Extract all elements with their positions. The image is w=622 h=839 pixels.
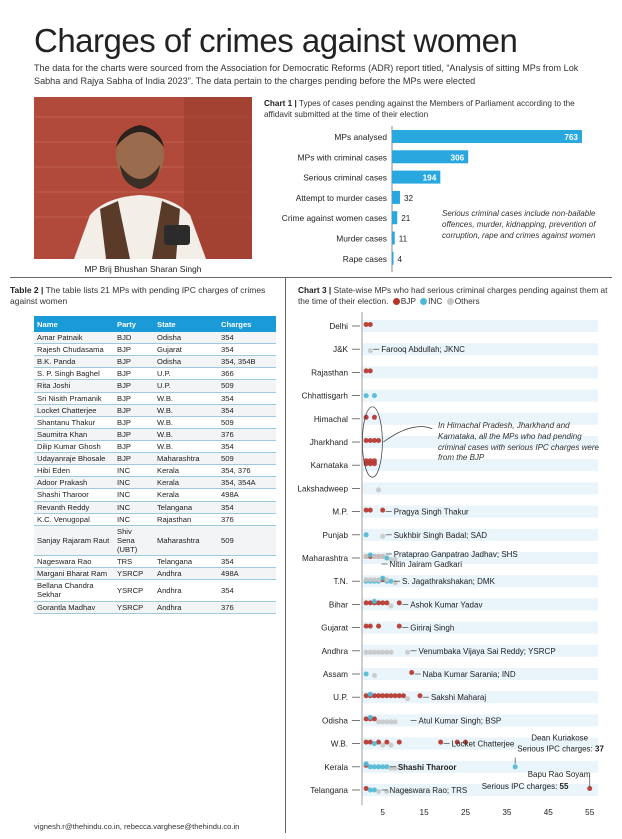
chart3-dot-inc	[364, 672, 369, 677]
cell-state: Telangana	[154, 556, 218, 568]
chart3-tag: Chart 3 |	[298, 285, 332, 295]
chart3-dot-others	[376, 487, 381, 492]
legend-inc-label: INC	[428, 296, 443, 307]
cell-state: Kerala	[154, 489, 218, 501]
cell-party: Shiv Sena (UBT)	[114, 525, 154, 555]
chart3-dot-bjp	[368, 322, 373, 327]
col-header-party: Party	[114, 316, 154, 332]
cell-party: TRS	[114, 556, 154, 568]
table-row	[34, 392, 276, 404]
cell-name: Bellana Chandra Sekhar	[34, 580, 114, 601]
chart3-dot-inc	[372, 741, 377, 746]
chart3-x-tick-label: 55	[585, 808, 595, 818]
cell-party: INC	[114, 513, 154, 525]
cell-name: S. P. Singh Baghel	[34, 368, 114, 380]
page-subtitle: The data for the charts were sourced from the Association for Democratic Reforms (ADR) report titled, “Analysis of sitting MPs from Lok Sabha and Rajya Sabha of India 2023”. The data pertain to the charges pending before the MPs were elected	[34, 63, 579, 86]
photo-caption: MP Brij Bhushan Sharan Singh	[84, 264, 202, 274]
table-row	[34, 465, 276, 477]
cell-name: Rajesh Chudasama	[34, 344, 114, 356]
chart1-category-label: Crime against women cases	[281, 213, 387, 224]
chart3-annotation-label: Giriraj Singh	[410, 623, 455, 633]
table-row	[34, 556, 276, 568]
cell-party: BJP	[114, 428, 154, 440]
table2-heading	[10, 285, 280, 308]
chart3-dot-bjp	[372, 415, 377, 420]
chart3-state-label: W.B.	[330, 739, 348, 749]
cell-charges: 354	[218, 580, 276, 601]
chart3-dot-others	[388, 603, 393, 608]
chart3-state-label: Punjab	[322, 530, 348, 540]
table-row	[34, 477, 276, 489]
chart3-annotation-label: Ashok Kumar Yadav	[410, 600, 483, 610]
table2-heading-text: The table lists 21 MPs with pending IPC charges of crimes against women	[10, 285, 266, 307]
cell-name: Locket Chatterjee	[34, 404, 114, 416]
chart3-dot-others	[376, 789, 381, 794]
chart3-state-label: Bihar	[328, 600, 348, 610]
chart1-value-label: 763	[564, 133, 578, 142]
cell-party: YSRCP	[114, 580, 154, 601]
cell-state: Maharashtra	[154, 453, 218, 465]
cell-state: Kerala	[154, 465, 218, 477]
table-row	[34, 404, 276, 416]
chart3-dot-inc	[364, 761, 369, 766]
chart3-dot-bjp	[401, 693, 406, 698]
chart3-dot-bjp	[409, 670, 414, 675]
chart1-heading-text: Types of cases pending against the Members of Parliament according to the affidavit submitted at the time of their election	[264, 99, 575, 120]
cell-state: Rajasthan	[154, 513, 218, 525]
chart3-annotation-label: Nitin Jairam Gadkari	[389, 560, 463, 569]
cell-state: Andhra	[154, 568, 218, 580]
chart3-state-label: Andhra	[321, 646, 348, 656]
chart3-dot-others	[405, 696, 410, 701]
cell-name: Hibi Eden	[34, 465, 114, 477]
cell-party: BJP	[114, 416, 154, 428]
cell-party: YSRCP	[114, 568, 154, 580]
chart3-row-band	[362, 320, 598, 332]
chart3-annotation-label: Farooq Abdullah; JKNC	[381, 345, 465, 355]
cell-state: W.B.	[154, 392, 218, 404]
cell-name: Sanjay Rajaram Raut	[34, 525, 114, 555]
chart3-annotation-label: Sakshi Maharaj	[430, 693, 487, 703]
chart3-dot-inc	[372, 393, 377, 398]
chart3-state-label: Rajasthan	[311, 368, 348, 378]
cell-party: INC	[114, 477, 154, 489]
cell-party: YSRCP	[114, 601, 154, 613]
cell-charges: 498A	[218, 489, 276, 501]
cell-state: Odisha	[154, 356, 218, 368]
chart3-dot-inc	[368, 715, 373, 720]
cell-state: U.P.	[154, 380, 218, 392]
chart3-state-label: Assam	[322, 670, 348, 679]
chart3-dot-others	[380, 534, 385, 539]
section-divider	[10, 277, 612, 278]
cell-state: Gujarat	[154, 344, 218, 356]
chart3-x-tick-label: 25	[460, 808, 471, 818]
cell-charges: 376	[218, 428, 276, 440]
cell-charges: 376	[218, 513, 276, 525]
chart1-heading	[264, 98, 604, 120]
cell-party: BJP	[114, 440, 154, 452]
chart3-dot-bjp	[368, 368, 373, 373]
legend-others-label: Others	[454, 296, 480, 307]
chart1-bar	[392, 130, 582, 143]
chart3-dot-bjp	[417, 693, 422, 698]
cell-charges: 509	[218, 525, 276, 555]
cell-party: BJP	[114, 392, 154, 404]
cell-charges: 354	[218, 501, 276, 513]
chart3-dot-inc	[364, 393, 369, 398]
chart3-dot-bjp	[397, 600, 402, 605]
cell-name: Margani Bharat Ram	[34, 568, 114, 580]
table-row	[34, 453, 276, 465]
chart1-category-label: MPs with criminal cases	[297, 152, 387, 163]
cell-state: Odisha	[154, 332, 218, 344]
chart3-state-label: M.P.	[332, 507, 348, 517]
chart1-bar	[392, 232, 395, 245]
chart1-bar	[392, 211, 397, 224]
chart1-tag: Chart 1 |	[264, 99, 297, 108]
chart3-x-tick-label: 35	[502, 808, 512, 818]
chart3-annotation-label: Pragya Singh Thakur	[393, 507, 469, 517]
chart3-annotation-label: Atul Kumar Singh; BSP	[418, 716, 502, 726]
chart3-annotation-label: S. Jagathrakshakan; DMK	[401, 577, 495, 587]
chart3-dot-bjp	[438, 740, 443, 745]
cell-name: Nageswara Rao	[34, 556, 114, 568]
col-header-state: State	[154, 316, 218, 332]
cell-name: Shashi Tharoor	[34, 489, 114, 501]
chart3-annotation-label: Venumbaka Vijaya Sai Reddy; YSRCP	[418, 646, 556, 656]
chart3-dot-others	[393, 719, 398, 724]
chart3-dot-bjp	[380, 508, 385, 513]
chart3-dot-bjp	[364, 415, 369, 420]
cell-charges: 354	[218, 392, 276, 404]
cell-name: Revanth Reddy	[34, 501, 114, 513]
col-header-charges: Charges	[218, 316, 276, 332]
chart3-legend	[391, 296, 480, 306]
cell-party: BJP	[114, 404, 154, 416]
cell-name: Amar Patnaik	[34, 332, 114, 344]
cell-party: BJP	[114, 453, 154, 465]
cell-charges: 354	[218, 404, 276, 416]
chart3-row-band	[362, 390, 598, 402]
chart3-state-label: Karnataka	[310, 461, 348, 471]
chart1-value-label: 306	[450, 153, 465, 163]
chart1-category-label: MPs analysed	[334, 132, 387, 142]
table-row	[34, 580, 276, 601]
chart1-bar	[392, 252, 394, 265]
chart1-value-label: 11	[398, 234, 408, 244]
cell-charges: 354	[218, 344, 276, 356]
table-row	[34, 428, 276, 440]
cell-name: Dilip Kumar Ghosh	[34, 440, 114, 452]
mp-photo	[34, 97, 252, 259]
chart1-value-label: 4	[397, 254, 403, 264]
chart3-state-label: U.P.	[333, 693, 348, 703]
table-row	[34, 416, 276, 428]
chart3-dot-others	[376, 577, 381, 582]
chart3-state-label: T.N.	[333, 577, 348, 587]
table-header-row	[34, 316, 276, 332]
chart3-state-label: Lakshadweep	[297, 484, 348, 494]
cell-charges: 366	[218, 368, 276, 380]
chart3-dot-bjp	[384, 600, 389, 605]
page-title: Charges of crimes against women	[34, 22, 518, 59]
chart1-category-label: Serious criminal cases	[303, 172, 387, 183]
chart3-heading	[298, 285, 612, 307]
chart3-state-label: Jharkhand	[309, 438, 348, 447]
cell-state: Andhra	[154, 580, 218, 601]
chart3-dot-others	[388, 743, 393, 748]
chart3-dot-bjp	[397, 740, 402, 745]
cell-name: Udayanraje Bhosale	[34, 453, 114, 465]
cell-charges: 354	[218, 556, 276, 568]
chart3-state-label: Maharashtra	[302, 554, 348, 563]
table-row	[34, 601, 276, 613]
table-row	[34, 344, 276, 356]
cell-charges: 354, 354A	[218, 477, 276, 489]
table-row	[34, 380, 276, 392]
cell-charges: 354, 376	[218, 465, 276, 477]
mp-charges-table	[34, 316, 276, 614]
table-row	[34, 440, 276, 452]
chart3-dot-bjp	[368, 508, 373, 513]
table-row	[34, 332, 276, 344]
cell-state: Kerala	[154, 477, 218, 489]
chart3-dot-bjp	[376, 624, 381, 629]
chart1-category-label: Attempt to murder cases	[295, 192, 387, 203]
chart3-dot-bjp	[384, 740, 389, 745]
chart3-dot-inc	[364, 532, 369, 537]
chart3-annotation-label: Shashi Tharoor	[397, 762, 457, 772]
cell-name: Saumitra Khan	[34, 428, 114, 440]
chart1-value-label: 21	[401, 214, 411, 224]
chart3-state-label: Chhattisgarh	[301, 391, 348, 401]
cell-name: Sri Nisith Pramanik	[34, 392, 114, 404]
cell-name: B.K. Panda	[34, 356, 114, 368]
chart1-note: Serious criminal cases include non-bailable offences, murder, kidnapping, prevention of corruption, rape and crimes against women	[442, 209, 596, 240]
chart3-dot-inc	[372, 599, 377, 604]
table-row	[34, 501, 276, 513]
chart3-dot-others	[368, 348, 373, 353]
cell-charges: 354, 354B	[218, 356, 276, 368]
col-header-name: Name	[34, 316, 114, 332]
cell-charges: 509	[218, 380, 276, 392]
cell-state: U.P.	[154, 368, 218, 380]
cell-charges: 509	[218, 416, 276, 428]
cell-state: W.B.	[154, 428, 218, 440]
cell-charges: 354	[218, 440, 276, 452]
chart3-dot-others	[405, 650, 410, 655]
chart3-dot-plot	[290, 312, 612, 830]
chart3-dot-others	[380, 554, 385, 559]
cell-name: Adoor Prakash	[34, 477, 114, 489]
cell-name: Shantanu Thakur	[34, 416, 114, 428]
table-row	[34, 513, 276, 525]
chart3-callout1-name: Dean Kuriakose	[531, 733, 589, 743]
cell-party: BJP	[114, 344, 154, 356]
chart3-annotation-label: Nageswara Rao; TRS	[389, 786, 468, 795]
chart3-annotation-label: Prataprao Ganpatrao Jadhav; SHS	[393, 550, 518, 559]
table-row	[34, 356, 276, 368]
table-row	[34, 368, 276, 380]
chart3-annotation-label: Locket Chatterjee	[451, 739, 515, 749]
chart3-x-tick-label: 45	[543, 808, 553, 818]
chart1-value-label: 32	[403, 193, 414, 203]
chart3-callout2-charges: Serious IPC charges: 55	[481, 782, 569, 791]
cell-charges: 354	[218, 332, 276, 344]
chart3-state-label: Delhi	[329, 322, 348, 331]
chart3-callout1-charges: Serious IPC charges: 37	[517, 744, 604, 754]
chart3-dot-inc	[513, 764, 518, 769]
chart3-annotation-label: Naba Kumar Sarania; IND	[422, 670, 516, 679]
cell-party: BJP	[114, 380, 154, 392]
cell-name: K.C. Venugopal	[34, 513, 114, 525]
legend-bjp-label: BJP	[400, 296, 416, 307]
chart3-row-band	[362, 366, 598, 378]
cell-state: Telangana	[154, 501, 218, 513]
cell-party: BJD	[114, 332, 154, 344]
credits: vignesh.r@thehindu.co.in, rebecca.varghese@thehindu.co.in	[34, 822, 240, 831]
cell-state: Andhra	[154, 601, 218, 613]
chart3-state-label: J&K	[332, 345, 348, 355]
chart3-x-tick-label: 5	[380, 808, 385, 818]
column-divider	[285, 277, 286, 833]
table-row	[34, 568, 276, 580]
chart3-note: In Himachal Pradesh, Jharkhand and Karnataka, all the MPs who had pending criminal cases with serious IPC charges were from the BJP	[438, 421, 599, 463]
cell-party: INC	[114, 489, 154, 501]
table-body	[34, 332, 276, 613]
chart3-callout2-name: Bapu Rao Soyam	[527, 770, 591, 779]
table-row	[34, 525, 276, 555]
cell-charges: 509	[218, 453, 276, 465]
chart3-dot-others	[388, 650, 393, 655]
chart3-dot-bjp	[368, 624, 373, 629]
chart3-state-label: Telangana	[310, 786, 348, 795]
chart1-category-label: Rape cases	[342, 253, 387, 264]
cell-state: W.B.	[154, 440, 218, 452]
cell-state: Maharashtra	[154, 525, 218, 555]
chart1-bar	[392, 191, 400, 204]
chart3-annotation-label: Sukhbir Singh Badal; SAD	[393, 530, 488, 540]
chart1-bar-chart	[256, 126, 612, 272]
cell-state: W.B.	[154, 404, 218, 416]
cell-name: Rita Joshi	[34, 380, 114, 392]
chart3-dot-others	[380, 743, 385, 748]
cell-party: BJP	[114, 356, 154, 368]
chart3-state-label: Gujarat	[321, 623, 348, 633]
legend-others-dot	[447, 298, 454, 305]
chart3-x-tick-label: 15	[419, 808, 429, 818]
chart3-dot-others	[372, 673, 377, 678]
chart3-state-label: Kerala	[324, 762, 348, 772]
legend-bjp-dot	[393, 298, 400, 305]
chart3-state-label: Odisha	[322, 716, 348, 726]
chart3-dot-bjp	[397, 624, 402, 629]
chart3-dot-inc	[368, 692, 373, 697]
chart3-state-label: Himachal	[313, 414, 348, 424]
chart3-row-band	[362, 482, 598, 494]
chart3-dot-bjp	[376, 438, 381, 443]
mp-photo-illustration	[34, 97, 252, 259]
chart1-category-label: Murder cases	[336, 233, 387, 244]
cell-party: INC	[114, 501, 154, 513]
cell-charges: 376	[218, 601, 276, 613]
cell-charges: 498A	[218, 568, 276, 580]
chart1-value-label: 194	[422, 173, 437, 183]
chart3-heading-text: State-wise MPs who had serious criminal charges pending against them at the time of their election.	[298, 285, 608, 307]
chart3-dot-bjp	[372, 458, 377, 463]
legend-inc-dot	[420, 298, 427, 305]
chart3-dot-others	[364, 554, 369, 559]
table-row	[34, 489, 276, 501]
cell-state: W.B.	[154, 416, 218, 428]
table2-tag: Table 2 |	[10, 285, 44, 295]
cell-party: INC	[114, 465, 154, 477]
cell-party: BJP	[114, 368, 154, 380]
cell-name: Gorantla Madhav	[34, 601, 114, 613]
chart3-dot-others	[384, 577, 389, 582]
